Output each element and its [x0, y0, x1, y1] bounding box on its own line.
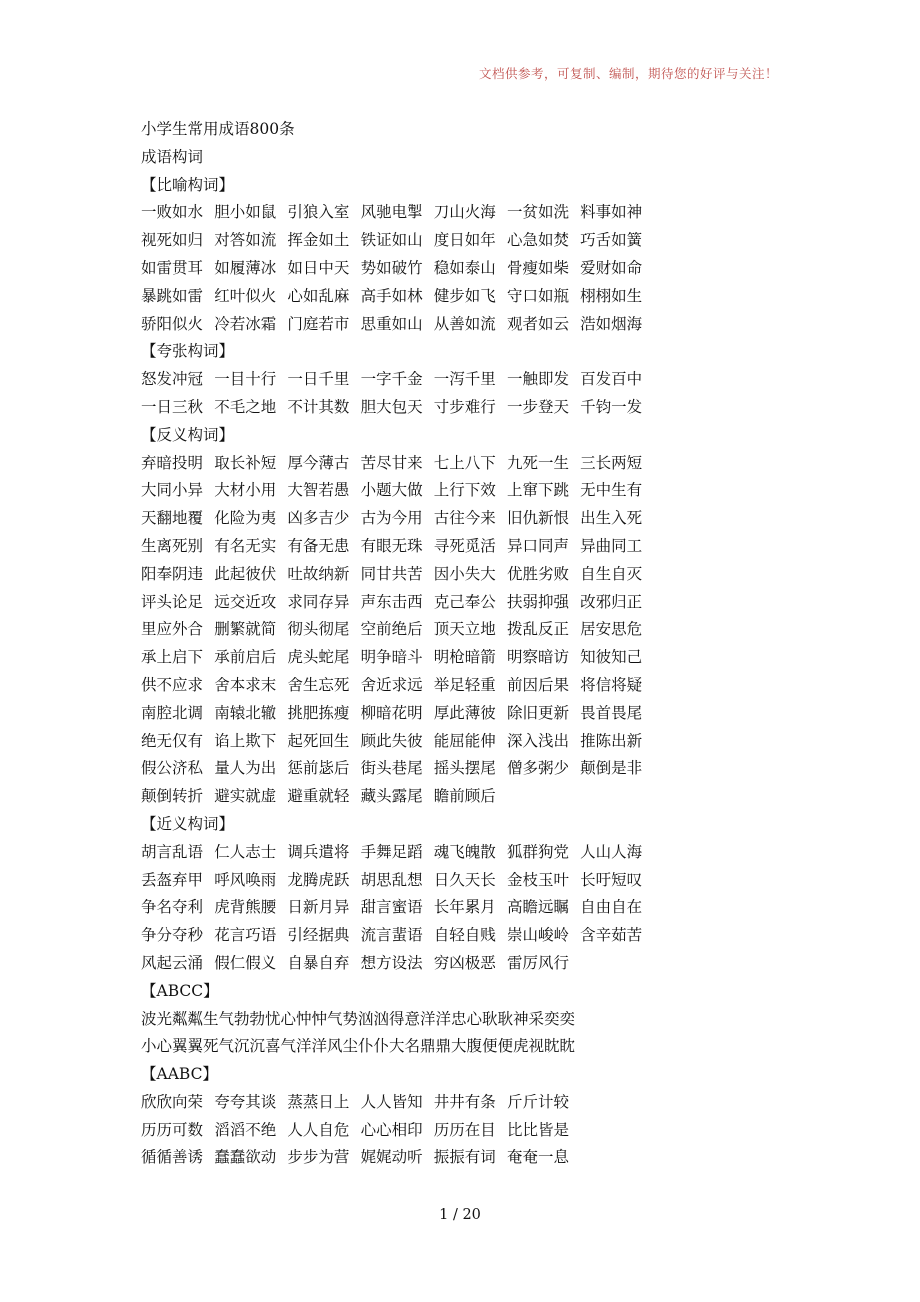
- idiom: 铁证如山: [360, 231, 423, 250]
- section-heading: 【ABCC】: [141, 981, 219, 1000]
- idiom: 自生自灭: [580, 564, 643, 583]
- idiom: 长年累月: [433, 898, 496, 917]
- idiom: 自轻自贱: [433, 926, 496, 945]
- idiom: 狐群狗党: [506, 842, 569, 861]
- idiom: 冷若冰霜: [214, 314, 277, 333]
- idiom-row: [141, 589, 791, 617]
- idiom: 对答如流: [214, 231, 277, 250]
- idiom: 绝无仅有: [141, 731, 204, 750]
- idiom: 明察暗访: [506, 648, 569, 667]
- idiom: 一目十行: [214, 370, 277, 389]
- idiom: 空前绝后: [360, 620, 423, 639]
- idiom: 无中生有: [580, 481, 643, 500]
- idiom-row: [141, 922, 791, 950]
- idiom: 挥金如土: [287, 231, 350, 250]
- idiom-row: [141, 950, 791, 978]
- idiom: 一贫如洗: [506, 203, 569, 222]
- idiom: 将信将疑: [580, 675, 643, 694]
- idiom: 自由自在: [580, 898, 643, 917]
- idiom: 有名无实: [214, 536, 277, 555]
- idiom: 步步为营: [287, 1148, 350, 1167]
- idiom-row: [141, 477, 791, 505]
- idiom: 异口同声: [506, 536, 569, 555]
- idiom: 里应外合: [141, 620, 204, 639]
- idiom: 承前启后: [214, 648, 277, 667]
- idiom: 心心相印: [360, 1120, 423, 1139]
- idiom: 崇山峻岭: [506, 926, 569, 945]
- idiom: 凶多吉少: [287, 509, 350, 528]
- idiom: 南辕北辙: [214, 703, 277, 722]
- idiom: 出生入死: [580, 509, 643, 528]
- page-number: 1 / 20: [439, 1207, 481, 1223]
- idiom: 因小失大: [433, 564, 496, 583]
- idiom: 势如破竹: [360, 258, 423, 277]
- idiom: 居安思危: [580, 620, 643, 639]
- idiom: 丢盔弃甲: [141, 870, 204, 889]
- idiom: 高瞻远瞩: [506, 898, 569, 917]
- idiom: 大同小异: [141, 481, 204, 500]
- idiom: 一日千里: [287, 370, 350, 389]
- idiom: 柳暗花明: [360, 703, 423, 722]
- idiom: 斤斤计较: [506, 1092, 569, 1111]
- idiom: 举足轻重: [433, 675, 496, 694]
- idiom: 龙腾虎跃: [287, 870, 350, 889]
- idiom: 胡思乱想: [360, 870, 423, 889]
- idiom: 人山人海: [580, 842, 643, 861]
- idiom: 有备无患: [287, 536, 350, 555]
- idiom-line: 波光粼粼生气勃勃忧心忡忡气势汹汹得意洋洋忠心耿耿神采奕奕: [141, 1009, 576, 1028]
- idiom: 改邪归正: [580, 592, 643, 611]
- idiom: 风驰电掣: [360, 203, 423, 222]
- idiom-row: [141, 867, 791, 895]
- idiom: 心急如焚: [506, 231, 569, 250]
- section-heading: 【AABC】: [141, 1065, 218, 1084]
- idiom: 藏头露尾: [360, 787, 423, 806]
- idiom: 穷凶极恶: [433, 953, 496, 972]
- section-heading: 【夸张构词】: [141, 342, 235, 361]
- idiom-row: [141, 894, 791, 922]
- idiom: 料事如神: [580, 203, 643, 222]
- idiom-row: [141, 561, 791, 589]
- idiom: 稳如泰山: [433, 258, 496, 277]
- idiom: 颠倒转折: [141, 787, 204, 806]
- section-heading: 【近义构词】: [141, 814, 235, 833]
- idiom: 僧多粥少: [506, 759, 569, 778]
- idiom: 寸步难行: [433, 397, 496, 416]
- idiom: 娓娓动听: [360, 1148, 423, 1167]
- idiom: 雷厉风行: [506, 953, 569, 972]
- idiom: 街头巷尾: [360, 759, 423, 778]
- idiom: 从善如流: [433, 314, 496, 333]
- idiom: 谄上欺下: [214, 731, 277, 750]
- idiom: 引经据典: [287, 926, 350, 945]
- idiom: 挑肥拣瘦: [287, 703, 350, 722]
- idiom: 上窜下跳: [506, 481, 569, 500]
- idiom-row: [141, 616, 791, 644]
- idiom: 惩前毖后: [287, 759, 350, 778]
- idiom: 假仁假义: [214, 953, 277, 972]
- idiom: 甜言蜜语: [360, 898, 423, 917]
- idiom: 知彼知己: [580, 648, 643, 667]
- idiom: 暴跳如雷: [141, 286, 204, 305]
- idiom: 有眼无珠: [360, 536, 423, 555]
- idiom: 旧仇新恨: [506, 509, 569, 528]
- idiom: 人人皆知: [360, 1092, 423, 1111]
- idiom-row: [141, 283, 791, 311]
- idiom: 日新月异: [287, 898, 350, 917]
- idiom: 争名夺利: [141, 898, 204, 917]
- idiom: 门庭若市: [287, 314, 350, 333]
- idiom-row: [141, 755, 791, 783]
- idiom-row: [141, 366, 791, 394]
- idiom: 同甘共苦: [360, 564, 423, 583]
- idiom: 异曲同工: [580, 536, 643, 555]
- idiom-row: [141, 1117, 791, 1145]
- idiom: 争分夺秒: [141, 926, 204, 945]
- idiom-row: [141, 199, 791, 227]
- idiom: 一字千金: [360, 370, 423, 389]
- idiom: 蠢蠢欲动: [214, 1148, 277, 1167]
- idiom: 百发百中: [580, 370, 643, 389]
- idiom-row: [141, 700, 791, 728]
- idiom: 推陈出新: [580, 731, 643, 750]
- idiom: 滔滔不绝: [214, 1120, 277, 1139]
- idiom: 健步如飞: [433, 286, 496, 305]
- idiom: 古往今来: [433, 509, 496, 528]
- idiom: 自暴自弃: [287, 953, 350, 972]
- idiom: 寻死觅活: [433, 536, 496, 555]
- idiom: 一触即发: [506, 370, 569, 389]
- idiom: 怒发冲冠: [141, 370, 204, 389]
- idiom: 日久天长: [433, 870, 496, 889]
- idiom: 除旧更新: [506, 703, 569, 722]
- idiom: 此起彼伏: [214, 564, 277, 583]
- idiom: 化险为夷: [214, 509, 277, 528]
- idiom-row: [141, 728, 791, 756]
- idiom-row: [141, 311, 791, 339]
- idiom: 爱财如命: [580, 258, 643, 277]
- idiom: 深入浅出: [506, 731, 569, 750]
- idiom: 小题大做: [360, 481, 423, 500]
- idiom: 三长两短: [580, 453, 643, 472]
- idiom-row: [141, 783, 791, 811]
- idiom: 大智若愚: [287, 481, 350, 500]
- idiom: 手舞足蹈: [360, 842, 423, 861]
- idiom: 虎背熊腰: [214, 898, 277, 917]
- idiom: 彻头彻尾: [287, 620, 350, 639]
- idiom-row: [141, 450, 791, 478]
- idiom: 一败如水: [141, 203, 204, 222]
- idiom: 厚此薄彼: [433, 703, 496, 722]
- idiom: 循循善诱: [141, 1148, 204, 1167]
- section-heading: 【反义构词】: [141, 425, 235, 444]
- idiom: 金枝玉叶: [506, 870, 569, 889]
- idiom-row: [141, 839, 791, 867]
- idiom: 高手如林: [360, 286, 423, 305]
- idiom: 求同存异: [287, 592, 350, 611]
- idiom: 声东击西: [360, 592, 423, 611]
- idiom: 不毛之地: [214, 397, 277, 416]
- idiom: 如履薄冰: [214, 258, 277, 277]
- idiom: 历历可数: [141, 1120, 204, 1139]
- idiom: 思重如山: [360, 314, 423, 333]
- idiom: 古为今用: [360, 509, 423, 528]
- idiom-row: [141, 255, 791, 283]
- idiom: 畏首畏尾: [580, 703, 643, 722]
- idiom-row: [141, 1144, 791, 1172]
- idiom: 明枪暗箭: [433, 648, 496, 667]
- idiom: 量人为出: [214, 759, 277, 778]
- idiom: 如雷贯耳: [141, 258, 204, 277]
- idiom: 摇头摆尾: [433, 759, 496, 778]
- idiom: 振振有词: [433, 1148, 496, 1167]
- idiom: 刀山火海: [433, 203, 496, 222]
- document-title: 小学生常用成语800条: [141, 120, 295, 138]
- idiom: 吐故纳新: [287, 564, 350, 583]
- idiom: 心如乱麻: [287, 286, 350, 305]
- idiom: 引狼入室: [287, 203, 350, 222]
- idiom: 克己奉公: [433, 592, 496, 611]
- idiom: 胆大包天: [360, 397, 423, 416]
- idiom: 颠倒是非: [580, 759, 643, 778]
- idiom: 扶弱抑强: [506, 592, 569, 611]
- idiom: 阳奉阴违: [141, 564, 204, 583]
- idiom: 蒸蒸日上: [287, 1092, 350, 1111]
- idiom: 仁人志士: [214, 842, 277, 861]
- idiom: 呼风唤雨: [214, 870, 277, 889]
- idiom-row: [141, 227, 791, 255]
- idiom: 删繁就简: [214, 620, 277, 639]
- idiom-row: [141, 533, 791, 561]
- idiom: 生离死别: [141, 536, 204, 555]
- idiom: 顶天立地: [433, 620, 496, 639]
- idiom: 风起云涌: [141, 953, 204, 972]
- idiom: 观者如云: [506, 314, 569, 333]
- header-note: 文档供参考，可复制、编制，期待您的好评与关注！: [478, 66, 778, 81]
- idiom: 瞻前顾后: [433, 787, 496, 806]
- idiom: 南腔北调: [141, 703, 204, 722]
- idiom: 厚今薄古: [287, 453, 350, 472]
- idiom: 栩栩如生: [580, 286, 643, 305]
- idiom: 舍近求远: [360, 675, 423, 694]
- idiom: 欣欣向荣: [141, 1092, 204, 1111]
- idiom-row: [141, 394, 791, 422]
- idiom: 长吁短叹: [580, 870, 643, 889]
- idiom-row: [141, 505, 791, 533]
- idiom: 历历在目: [433, 1120, 496, 1139]
- idiom: 不计其数: [287, 397, 350, 416]
- idiom-line: 小心翼翼死气沉沉喜气洋洋风尘仆仆大名鼎鼎大腹便便虎视眈眈: [141, 1037, 576, 1056]
- idiom: 虎头蛇尾: [287, 648, 350, 667]
- document-body: [141, 116, 791, 1172]
- idiom: 人人自危: [287, 1120, 350, 1139]
- idiom: 浩如烟海: [580, 314, 643, 333]
- idiom: 大材小用: [214, 481, 277, 500]
- idiom: 承上启下: [141, 648, 204, 667]
- idiom: 七上八下: [433, 453, 496, 472]
- idiom: 上行下效: [433, 481, 496, 500]
- idiom: 视死如归: [141, 231, 204, 250]
- idiom-row: [141, 672, 791, 700]
- idiom: 骄阳似火: [141, 314, 204, 333]
- idiom: 胆小如鼠: [214, 203, 277, 222]
- idiom-row: [141, 1089, 791, 1117]
- idiom: 巧舌如簧: [580, 231, 643, 250]
- idiom: 一泻千里: [433, 370, 496, 389]
- idiom: 拨乱反正: [506, 620, 569, 639]
- idiom: 假公济私: [141, 759, 204, 778]
- idiom: 舍生忘死: [287, 675, 350, 694]
- idiom: 远交近攻: [214, 592, 277, 611]
- idiom: 度日如年: [433, 231, 496, 250]
- idiom: 一日三秋: [141, 397, 204, 416]
- section-heading: 【比喻构词】: [141, 175, 235, 194]
- idiom: 守口如瓶: [506, 286, 569, 305]
- idiom: 一步登天: [506, 397, 569, 416]
- idiom: 舍本求末: [214, 675, 277, 694]
- idiom: 花言巧语: [214, 926, 277, 945]
- idiom: 起死回生: [287, 731, 350, 750]
- idiom-sections: [141, 172, 791, 1173]
- idiom: 前因后果: [506, 675, 569, 694]
- idiom: 夸夸其谈: [214, 1092, 277, 1111]
- idiom: 顾此失彼: [360, 731, 423, 750]
- idiom: 胡言乱语: [141, 842, 204, 861]
- idiom: 避重就轻: [287, 787, 350, 806]
- idiom: 千钧一发: [580, 397, 643, 416]
- idiom: 取长补短: [214, 453, 277, 472]
- idiom: 避实就虚: [214, 787, 277, 806]
- idiom: 苦尽甘来: [360, 453, 423, 472]
- idiom: 优胜劣败: [506, 564, 569, 583]
- idiom: 井井有条: [433, 1092, 496, 1111]
- idiom: 九死一生: [506, 453, 569, 472]
- idiom-row: [141, 644, 791, 672]
- idiom: 想方设法: [360, 953, 423, 972]
- idiom: 天翻地覆: [141, 509, 204, 528]
- document-subtitle: 成语构词: [141, 147, 204, 166]
- idiom: 明争暗斗: [360, 648, 423, 667]
- idiom: 骨瘦如柴: [506, 258, 569, 277]
- idiom: 评头论足: [141, 592, 204, 611]
- idiom: 弃暗投明: [141, 453, 204, 472]
- idiom: 能屈能伸: [433, 731, 496, 750]
- idiom: 含辛茹苦: [580, 926, 643, 945]
- idiom: 调兵遣将: [287, 842, 350, 861]
- idiom: 奄奄一息: [506, 1148, 569, 1167]
- idiom: 流言蜚语: [360, 926, 423, 945]
- idiom: 魂飞魄散: [433, 842, 496, 861]
- idiom: 红叶似火: [214, 286, 277, 305]
- idiom: 比比皆是: [506, 1120, 569, 1139]
- idiom: 如日中天: [287, 258, 350, 277]
- idiom: 供不应求: [141, 675, 204, 694]
